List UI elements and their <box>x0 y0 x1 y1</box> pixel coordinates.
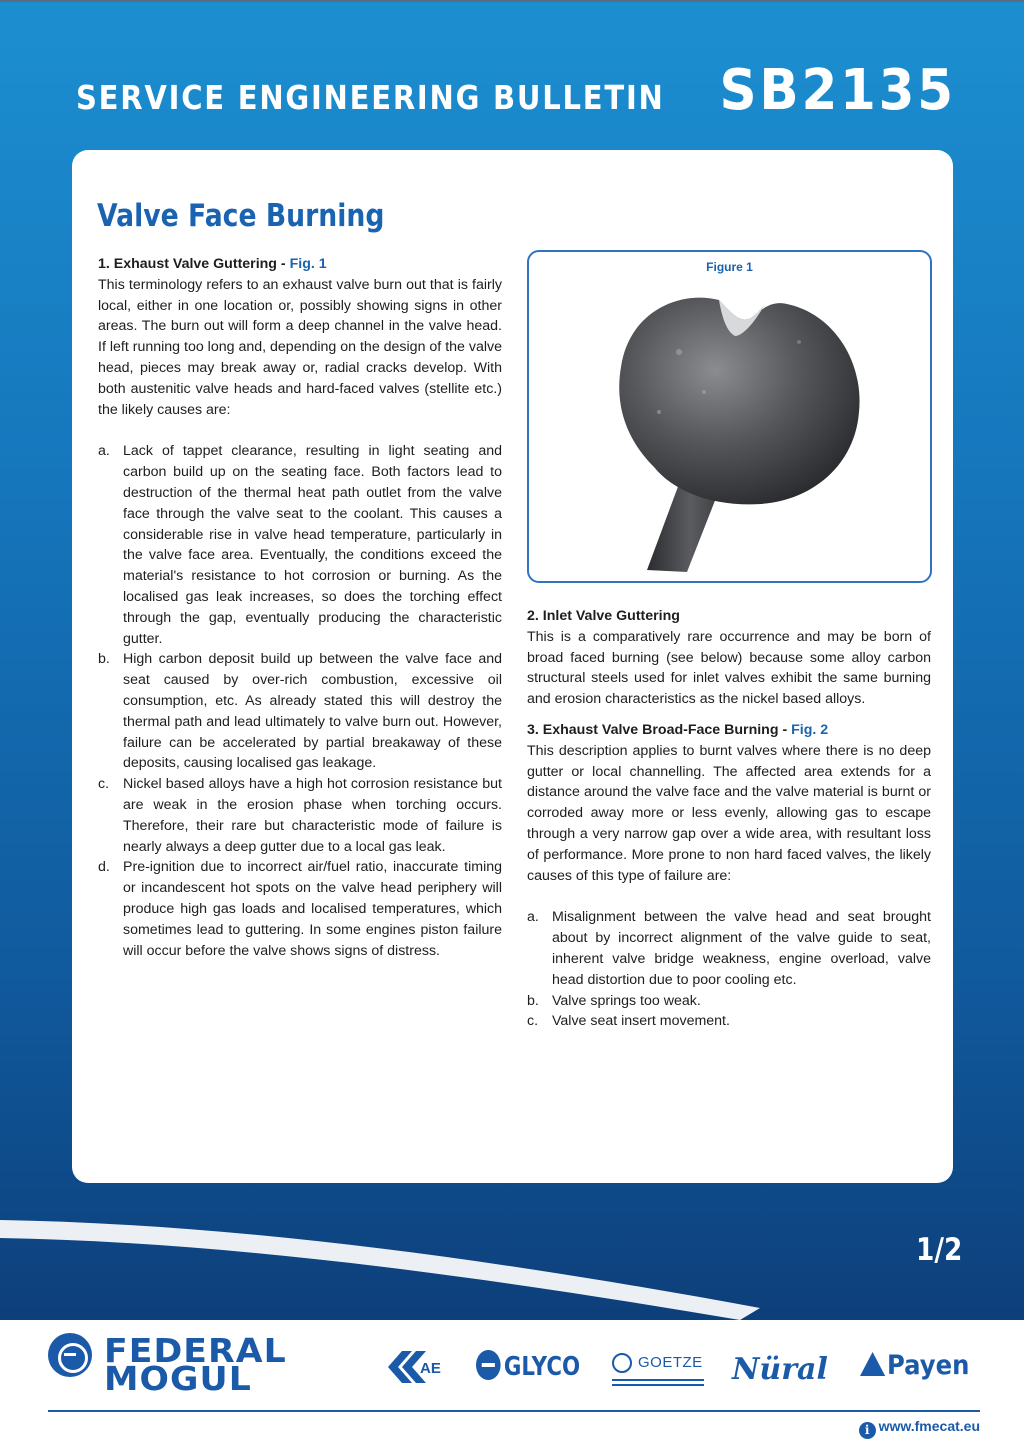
payen-logo <box>860 1350 969 1381</box>
nural-logo: Nüral <box>732 1352 828 1387</box>
bulletin-label: SERVICE ENGINEERING BULLETIN <box>76 78 665 117</box>
list-item <box>98 649 502 774</box>
page-title: Valve Face Burning <box>97 198 385 234</box>
list-item <box>527 1011 931 1032</box>
section-1-causes-list <box>98 441 502 961</box>
top-rule <box>0 0 1024 2</box>
footer-rule <box>48 1410 980 1412</box>
goetze-text: GOETZE <box>638 1354 703 1371</box>
white-wave <box>0 1190 1024 1320</box>
left-column <box>98 254 502 961</box>
section-3-heading-text: 3. Exhaust Valve Broad-Face Burning - <box>527 721 792 738</box>
list-item <box>98 857 502 961</box>
section-1-heading <box>98 254 502 275</box>
section-3-intro: This description applies to burnt valves where there is no deep gutter or local channelling. The affected area extends for a distance around the valve face and the valve material is burnt or corroded away more or less evenly, allowing gas to escape through a very narrow gap over a wide area, with resultant loss of performance. More prone to non hard faced valves, the likely causes of this type of failure are: <box>527 742 931 884</box>
goetze-logo <box>612 1353 704 1387</box>
logo-line-1: FEDERAL <box>104 1331 287 1370</box>
payen-text: Payen <box>887 1350 970 1381</box>
list-item-text: Nickel based alloys have a high hot corrosion resistance but are weak in the erosion phase when torching occurs. Therefore, their rare but characteristic mode of failure is nearly always a deep gutter due to a local gas leak. <box>123 776 502 855</box>
footer-url[interactable] <box>859 1418 980 1439</box>
ae-logo <box>386 1349 444 1385</box>
federal-mogul-logo <box>48 1333 328 1399</box>
fig-1-link[interactable]: Fig. 1 <box>289 256 327 272</box>
glyco-emblem-icon <box>476 1350 501 1380</box>
list-item-text: High carbon deposit build up between the valve face and seat caused by over-rich combustion, excessive oil consumption, etc. As already stated this will destroy the thermal path and lead ultimately to valve burn out. However, failure can be accelerated by partial breakaway of these deposits, causing localised gas leakage. <box>123 651 502 772</box>
figure-1-caption: Figure 1 <box>706 260 753 274</box>
footer-url-text[interactable]: www.fmecat.eu <box>878 1418 980 1434</box>
list-marker: d. <box>98 859 110 876</box>
federal-mogul-emblem-icon <box>48 1333 92 1377</box>
section-1-heading-text: 1. Exhaust Valve Guttering - <box>98 256 290 272</box>
figure-1 <box>527 250 932 583</box>
list-item-text: Misalignment between the valve head and seat brought about by incorrect alignment of the valve guide to seat, inherent valve bridge weakness, engine overload, valve head distortion due to poor cooling etc. <box>552 909 931 988</box>
list-marker: a. <box>98 443 110 460</box>
section-2-text: This is a comparatively rare occurrence and may be born of broad faced burning (see below) because some alloy carbon structural steels used for inlet valves exhibit the same burning and erosion characteristics as the nickel based alloys. <box>527 628 931 708</box>
goetze-runner-icon <box>612 1353 632 1373</box>
list-marker: b. <box>98 651 110 668</box>
list-item-text: Pre-ignition due to incorrect air/fuel ratio, inaccurate timing or incandescent hot spots on the valve head periphery will produce high gas loads and localised temperatures, which sometimes lead to guttering. In some engines piston failure will occur before the valve shows signs of distress. <box>123 859 502 959</box>
section-1-intro: This terminology refers to an exhaust valve burn out that is fairly local, either in one location or, possibly showing signs in other areas. The burn out will form a deep channel in the valve head. If left running too long and, depending on the design of the valve head, pieces may break away or, radial cracks develop. With both austenitic valve heads and hard-faced valves (stellite etc.) the likely causes are: <box>98 276 502 418</box>
bulletin-number: SB2135 <box>719 58 956 123</box>
list-marker: c. <box>527 1013 539 1030</box>
ae-chevron-icon <box>386 1349 444 1385</box>
list-marker: c. <box>98 776 110 793</box>
valve-photo <box>529 252 932 583</box>
list-item <box>527 991 931 1012</box>
list-item <box>98 774 502 857</box>
list-item <box>527 907 931 990</box>
glyco-logo <box>476 1350 580 1382</box>
section-3-causes-list <box>527 907 931 1032</box>
glyco-text: GLYCO <box>503 1352 581 1382</box>
payen-triangle-icon <box>860 1352 885 1376</box>
page-number: 1/2 <box>916 1232 963 1268</box>
list-marker: a. <box>527 909 539 926</box>
list-item-text: Valve seat insert movement. <box>552 1013 730 1030</box>
right-column <box>527 606 931 1032</box>
list-marker: b. <box>527 992 539 1009</box>
list-item-text: Lack of tappet clearance, resulting in light seating and carbon build up on the seating face. Both factors lead to destruction of the thermal heat path outlet from the valve face through the valve seat to the coolant. This causes a considerable rise in valve head temperature, particularly in the valve face area. Eventually, the conditions exceed the material's resistance to hot corrosion or burning. As the localised gas leak increases, so does the torching effect through the gap, eventually producing the characteristic gutter. <box>123 443 502 647</box>
section-3-heading <box>527 720 931 741</box>
logo-line-2: MOGUL <box>104 1359 252 1398</box>
info-icon: i <box>859 1422 876 1439</box>
ae-logo-text: AE <box>420 1360 441 1377</box>
list-item <box>98 441 502 649</box>
fig-2-link[interactable]: Fig. 2 <box>791 721 829 738</box>
list-item-text: Valve springs too weak. <box>552 992 701 1009</box>
section-2-heading: 2. Inlet Valve Guttering <box>527 608 680 624</box>
